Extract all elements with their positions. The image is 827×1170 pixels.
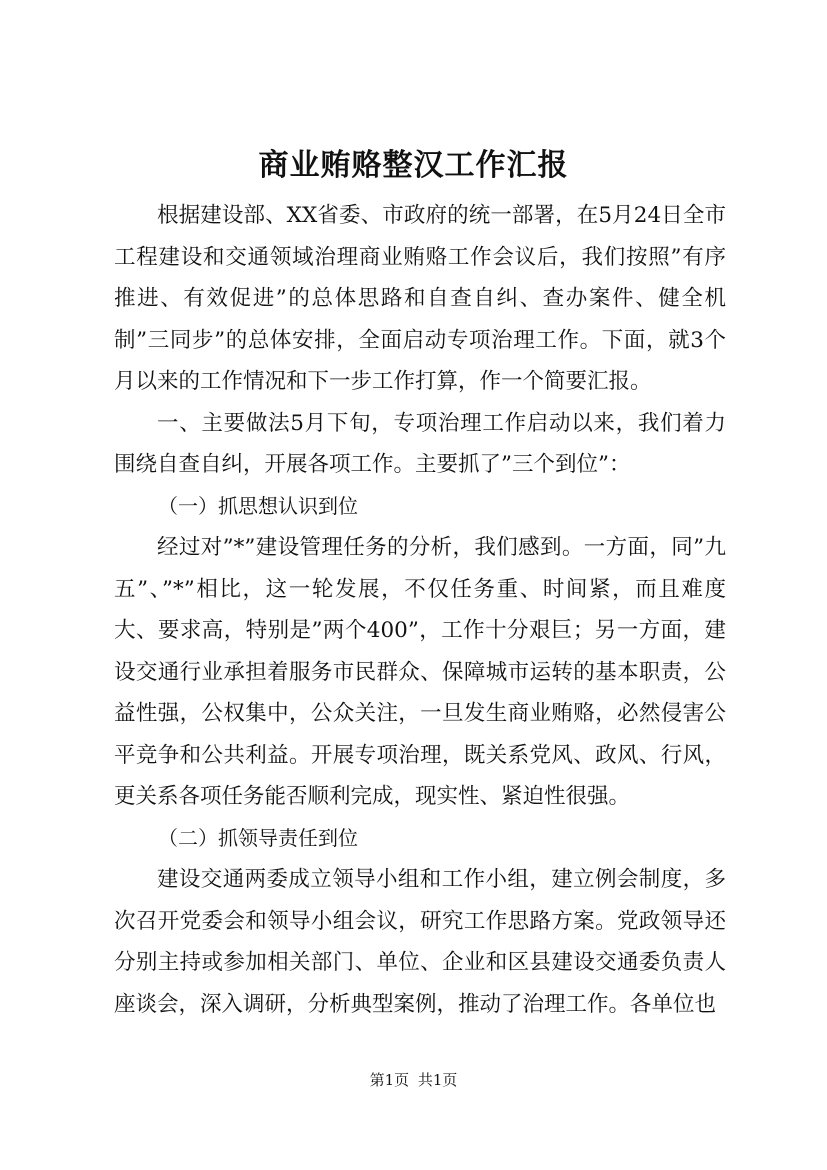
section-text-thought: 经过对”*”建设管理任务的分析，我们感到。一方面，同”九五”、”*”相比，这一轮发展，不仅任务重、时间紧，而且难度大、要求高，特别是”两个400”，工作十分艰巨；另一方面，建设交通行业承担着服务市民群众、保障城市运转的基本职责，公益性强，公权集中，公众关注，一旦发生商业贿赂，必然侵害公平竞争和公共利益。开展专项治理，既关系党风、政风、行风，更关系各项任务能否顺利完成，现实性、紧迫性很强。: [114, 535, 726, 809]
intro-paragraph: 根据建设部、XX省委、市政府的统一部署，在5月24日全市工程建设和交通领域治理商业贿赂工作会议后，我们按照”有序推进、有效促进”的总体思路和自查自纠、查办案件、健全机制”三同步”的总体安排，全面启动专项治理工作。下面，就3个月以来的工作情况和下一步工作打算，作一个简要汇报。: [114, 203, 726, 394]
page-number: 第1页: [369, 1071, 410, 1089]
main-practices-paragraph: 一、主要做法5月下旬，专项治理工作启动以来，我们着力围绕自查自纠，开展各项工作。主要抓了”三个到位”：: [114, 410, 726, 477]
document-body: [114, 195, 726, 1025]
total-pages: 共1页: [417, 1071, 458, 1089]
document-title: 商业贿赂整汉工作汇报: [258, 148, 569, 183]
section-text-leadership: 建设交通两委成立领导小组和工作小组，建立例会制度，多次召开党委会和领导小组会议，研究工作思路方案。党政领导还分别主持或参加相关部门、单位、企业和区县建设交通委负责人座谈会，深入调研，分析典型案例，推动了治理工作。各单位也: [114, 867, 726, 1017]
section-heading-thought: （一）抓思想认识到位: [158, 493, 358, 518]
page-footer: [0, 1070, 827, 1090]
section-heading-leadership: （二）抓领导责任到位: [158, 825, 358, 850]
